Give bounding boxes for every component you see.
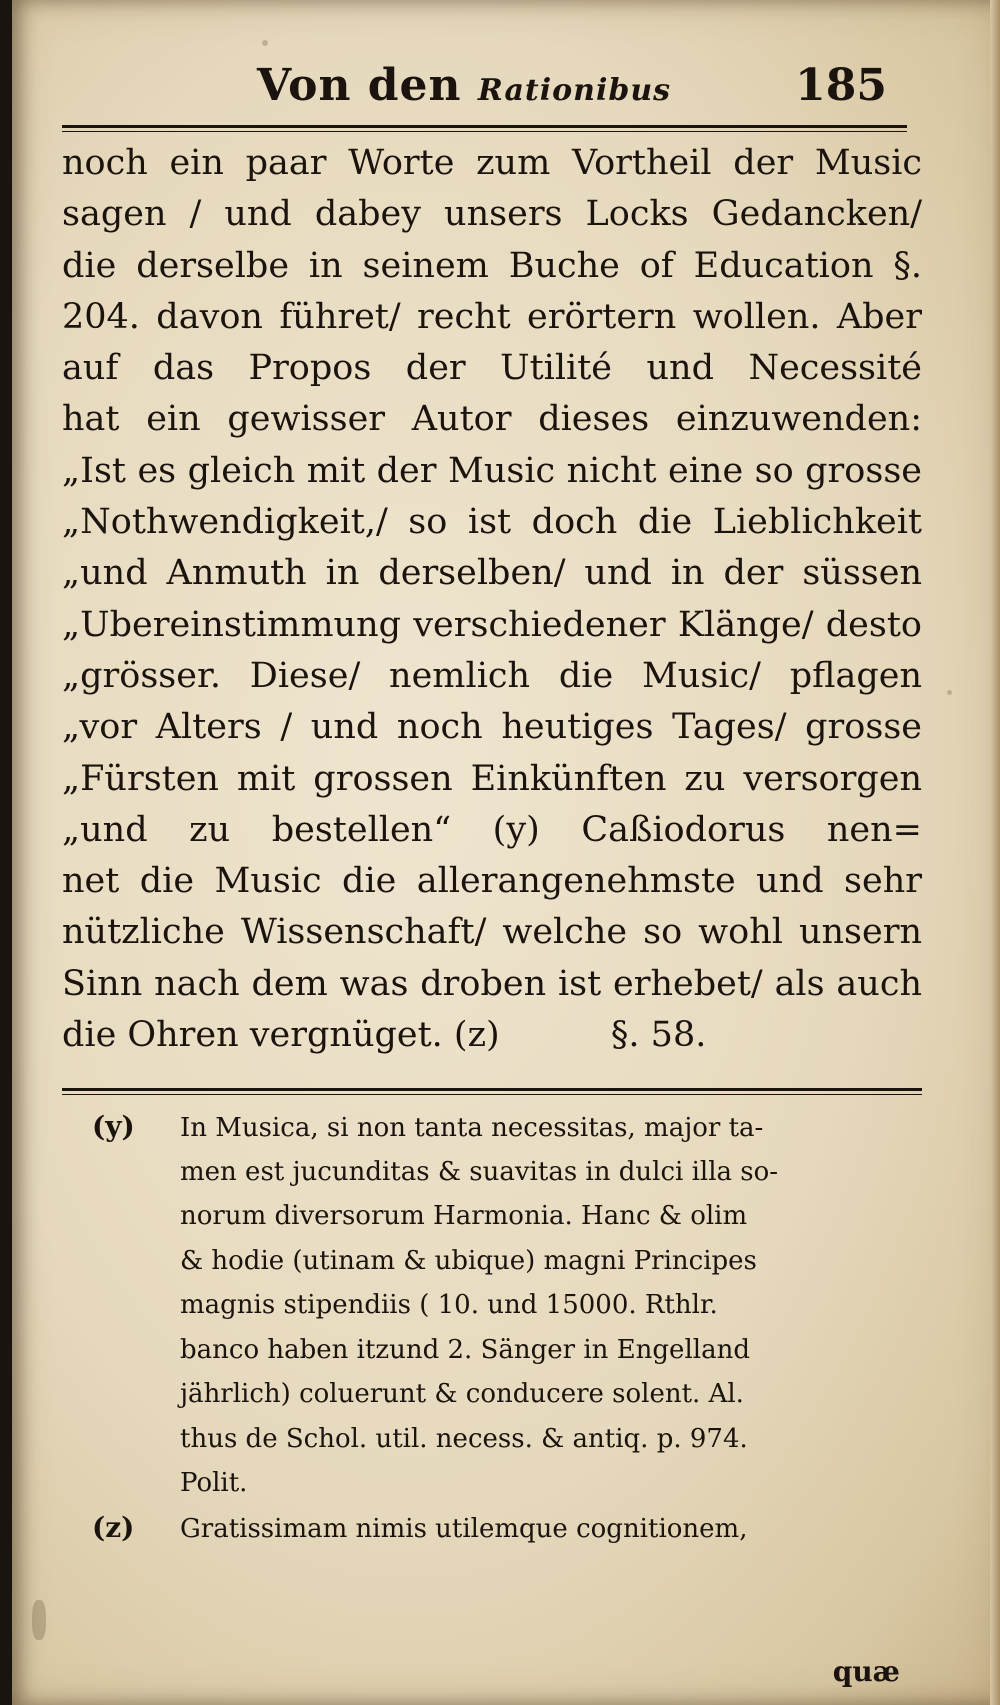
book-page bbox=[12, 0, 1000, 1705]
footnote-z-line bbox=[92, 1506, 922, 1551]
text-line: „grösser. Diese/ nemlich die Music/ pflagen bbox=[62, 655, 922, 696]
text-line: „Fürsten mit grossen Einkünften zu versorgen bbox=[62, 758, 922, 799]
text-line: „Ist es gleich mit der Music nicht eine so grosse bbox=[62, 450, 922, 491]
text-line: Sinn nach dem was droben ist erhebet/ als auch bbox=[62, 963, 922, 1004]
paper-stain bbox=[947, 690, 952, 695]
text-line: nützliche Wissenschaft/ welche so wohl unsern bbox=[62, 912, 922, 953]
footnote-y-line: banco haben itzund 2. Sänger in Engelland bbox=[180, 1334, 750, 1365]
footnote-y-line bbox=[92, 1105, 922, 1150]
footnote-text: In Musica, si non tanta necessitas, major ta- bbox=[180, 1113, 764, 1143]
text-line: hat ein gewisser Autor dieses einzuwenden: bbox=[62, 399, 922, 440]
footnote-rule-thin bbox=[62, 1094, 922, 1095]
text-line-last: die Ohren vergnüget. (z) §. 58. bbox=[62, 1015, 707, 1056]
footnote-text: Gratissimam nimis utilemque cognitionem, bbox=[180, 1513, 748, 1544]
catchword: quæ bbox=[832, 1655, 900, 1688]
main-text bbox=[62, 138, 922, 1061]
text-line: net die Music die allerangenehmste und sehr bbox=[62, 861, 922, 902]
footnote-mark-z: (z) bbox=[92, 1510, 135, 1544]
footnote-y-line: magnis stipendiis ( 10. und 15000. Rthlr. bbox=[180, 1290, 718, 1320]
page-number: 185 bbox=[795, 60, 887, 111]
running-head bbox=[257, 60, 671, 111]
text-line: „und Anmuth in derselben/ und in der süssen bbox=[62, 553, 922, 594]
footnote-y-line: & hodie (utinam & ubique) magni Principes bbox=[180, 1245, 757, 1276]
page-edge bbox=[990, 0, 1000, 1705]
text-line: „vor Alters / und noch heutiges Tages/ grosse bbox=[62, 707, 922, 748]
footnotes bbox=[92, 1105, 922, 1550]
text-line: „Ubereinstimmung verschiedener Klänge/ desto bbox=[62, 604, 922, 645]
paper-stain bbox=[262, 40, 268, 46]
header-rule bbox=[62, 125, 907, 128]
text-line: „Nothwendigkeit,/ so ist doch die Lieblichkeit bbox=[62, 502, 922, 543]
footnote-y-line: jährlich) coluerunt & conducere solent. Al. bbox=[180, 1379, 744, 1409]
text-line: sagen / und dabey unsers Locks Gedancken/ bbox=[62, 194, 922, 235]
footnote-y-line: thus de Schol. util. necess. & antiq. p. 974. bbox=[180, 1423, 748, 1454]
running-head-italic: Rationibus bbox=[477, 73, 672, 108]
text-line: die derselbe in seinem Buche of Education §. bbox=[62, 245, 922, 286]
text-line: 204. davon führet/ recht erörtern wollen. Aber bbox=[62, 296, 922, 337]
text-line: noch ein paar Worte zum Vortheil der Music bbox=[62, 143, 922, 183]
running-head-text: Von den bbox=[257, 60, 462, 111]
page-header bbox=[67, 60, 927, 120]
text-line: auf das Propos der Utilité und Necessité bbox=[62, 348, 922, 389]
paper-stain bbox=[32, 1600, 46, 1640]
header-rule-thin bbox=[62, 131, 907, 132]
footnote-y-line: Polit. bbox=[180, 1468, 248, 1498]
text-line: „und zu bestellen“ (y) Caßiodorus nen= bbox=[62, 809, 922, 850]
footnote-mark-y: (y) bbox=[92, 1110, 135, 1143]
footnote-rule bbox=[62, 1088, 922, 1091]
footnote-y-line: norum diversorum Harmonia. Hanc & olim bbox=[180, 1201, 748, 1231]
footnote-y-line: men est jucunditas & suavitas in dulci illa so- bbox=[180, 1156, 779, 1187]
